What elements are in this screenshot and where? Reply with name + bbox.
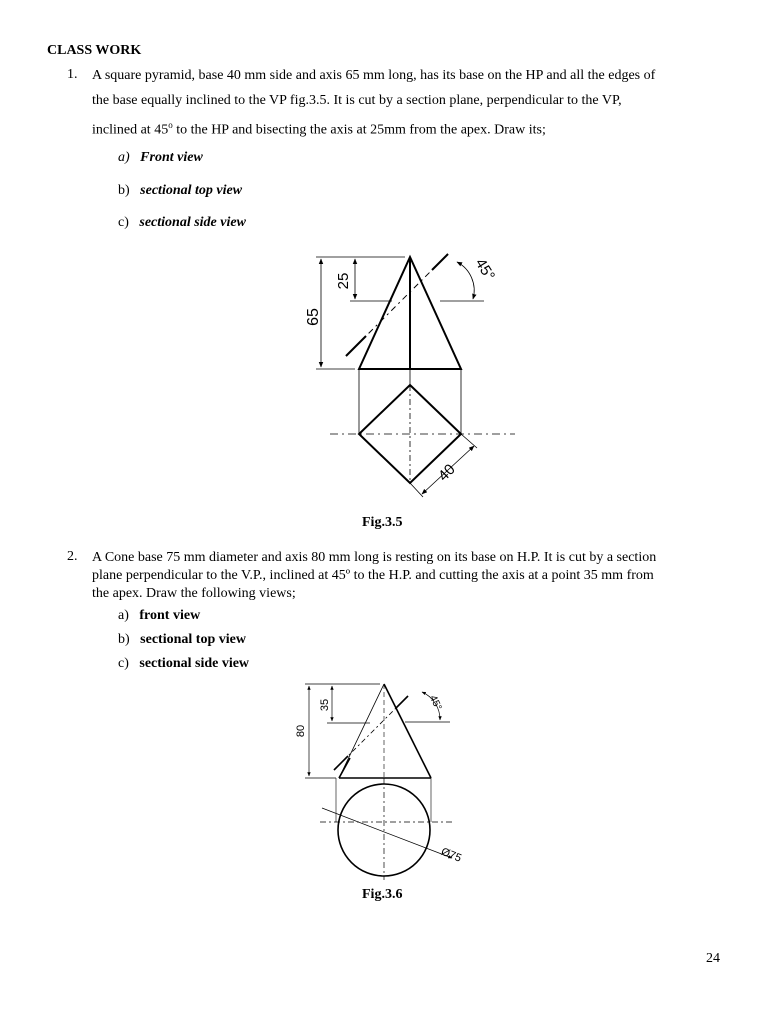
pyramid-front-view bbox=[359, 257, 461, 369]
cone-drawing-figure bbox=[290, 675, 480, 885]
dimension-80 bbox=[305, 684, 380, 778]
pyramid-top-view bbox=[330, 385, 515, 483]
item-label: sectional side view bbox=[139, 215, 246, 230]
question-2-line-3: the apex. Draw the following views; bbox=[92, 586, 296, 601]
question-1-line-3-end: to the HP and bisecting the axis at 25mm from the apex. Draw its; bbox=[172, 122, 546, 138]
question-2-text bbox=[92, 549, 732, 603]
dimension-35-label: 35 bbox=[319, 698, 331, 712]
pyramid-drawing-figure bbox=[290, 245, 530, 505]
question-1-line-3-start: inclined at 45 bbox=[92, 122, 169, 138]
cone-front-view bbox=[339, 684, 431, 778]
item-marker: a) bbox=[118, 150, 130, 165]
question-1-line-1: A square pyramid, base 40 mm side and axis 65 mm long, has its base on the HP and all the edges of bbox=[92, 68, 656, 83]
question-2-item-c bbox=[118, 656, 249, 672]
cone-top-view bbox=[320, 778, 452, 880]
page-number: 24 bbox=[706, 951, 720, 966]
question-1-item-c bbox=[118, 215, 246, 231]
item-label: sectional top view bbox=[140, 632, 246, 647]
dimension-35 bbox=[327, 686, 370, 723]
degree-superscript: o bbox=[168, 120, 173, 130]
item-label: Front view bbox=[140, 150, 203, 165]
question-1-line-2: the base equally inclined to the VP fig.3.5. It is cut by a section plane, perpendicular to the VP, bbox=[92, 93, 622, 108]
item-label: front view bbox=[139, 608, 201, 623]
item-label: sectional side view bbox=[139, 656, 250, 671]
question-1-line-3 bbox=[92, 113, 732, 143]
dimension-75 bbox=[322, 808, 452, 858]
figure-3-6-caption: Fig.3.6 bbox=[362, 887, 403, 902]
question-1-number: 1. bbox=[67, 67, 78, 82]
question-2-item-a bbox=[118, 608, 200, 624]
question-2-line-2: plane perpendicular to the V.P., inclined at 45º to the H.P. and cutting the axis at a point 35 mm from bbox=[92, 568, 654, 583]
section-heading: CLASS WORK bbox=[47, 43, 142, 58]
angle-45-label: 45° bbox=[471, 255, 499, 284]
dimension-65 bbox=[316, 257, 405, 369]
question-1-item-b bbox=[118, 183, 242, 199]
item-marker: c) bbox=[118, 215, 129, 230]
dimension-25 bbox=[350, 259, 392, 301]
dimension-65-label: 65 bbox=[305, 308, 322, 326]
question-2-item-b bbox=[118, 632, 246, 648]
section-plane-line bbox=[334, 696, 408, 770]
item-label: sectional top view bbox=[140, 183, 243, 198]
item-marker: b) bbox=[118, 632, 130, 647]
dimension-75-label: Ø75 bbox=[439, 845, 464, 865]
item-marker: b) bbox=[118, 183, 130, 198]
figure-3-5-caption: Fig.3.5 bbox=[362, 515, 403, 530]
item-marker: c) bbox=[118, 656, 129, 671]
item-marker: a) bbox=[118, 608, 129, 623]
dimension-80-label: 80 bbox=[295, 724, 307, 738]
question-1-text bbox=[92, 63, 732, 143]
question-2-number: 2. bbox=[67, 549, 78, 564]
question-1-item-a bbox=[118, 150, 203, 166]
angle-45-label: 45° bbox=[427, 693, 444, 713]
question-2-line-1: A Cone base 75 mm diameter and axis 80 mm long is resting on its base on H.P. It is cut by a section bbox=[92, 550, 657, 565]
dimension-25-label: 25 bbox=[335, 272, 352, 290]
dimension-40-label: 40 bbox=[434, 460, 459, 485]
